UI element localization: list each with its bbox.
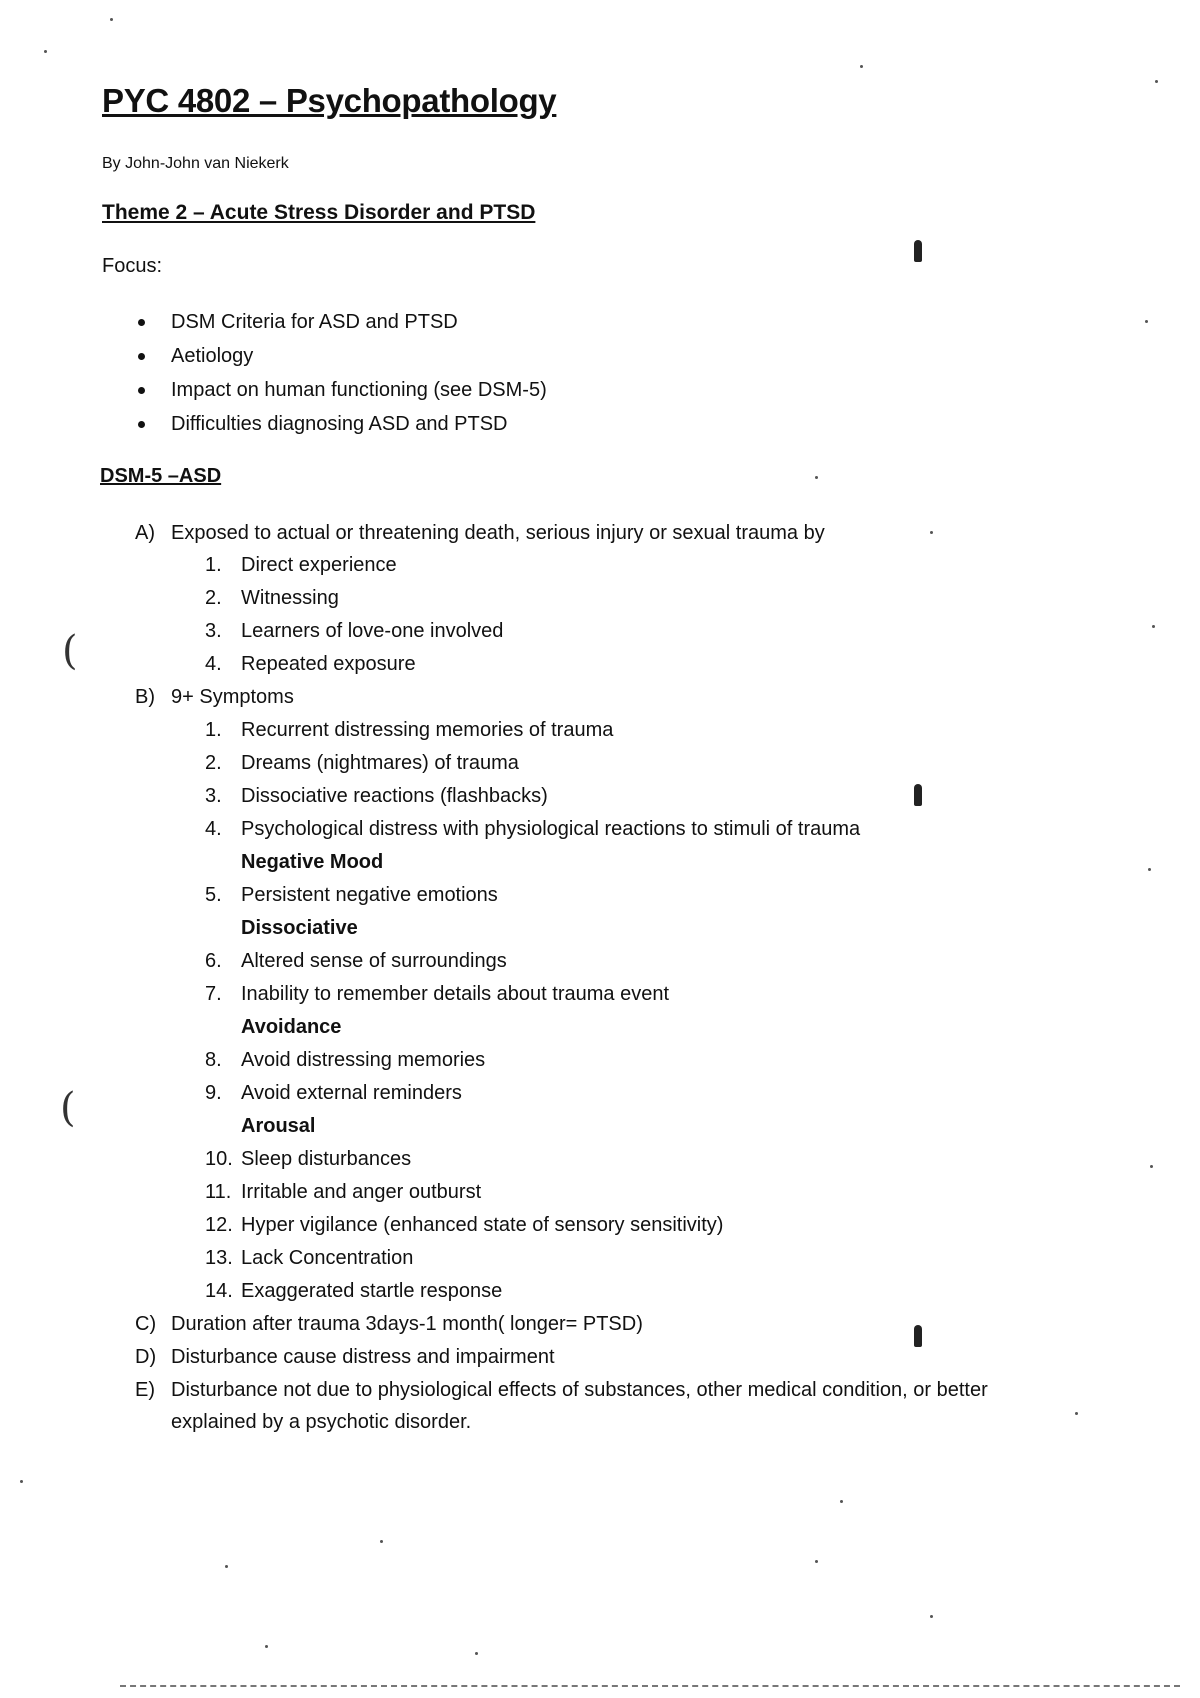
bullet-icon <box>138 319 145 326</box>
bullet-icon <box>138 421 145 428</box>
binder-hole-mark-icon: ( <box>62 628 78 674</box>
author-line: By John-John van Niekerk <box>102 155 289 172</box>
scan-speck-icon <box>44 50 47 53</box>
focus-list <box>130 305 547 441</box>
scan-speck-icon <box>930 531 933 534</box>
scan-speck-icon <box>815 476 818 479</box>
scan-speck-icon <box>930 1615 933 1618</box>
bullet-icon <box>138 387 145 394</box>
scan-speck-icon <box>1075 1412 1078 1415</box>
footer-divider <box>120 1685 1180 1687</box>
scan-speck-icon <box>1148 868 1151 871</box>
subheading-dissociative: Dissociative <box>241 917 358 939</box>
scan-speck-icon <box>265 1645 268 1648</box>
ink-mark-icon <box>914 784 922 806</box>
list-item: Difficulties diagnosing ASD and PTSD <box>130 407 547 441</box>
scan-speck-icon <box>110 18 113 21</box>
document-page: PYC 4802 – Psychopathology By John-John van Niekerk Theme 2 – Acute Stress Disorder and PTSD Focus: DSM Criteria for ASD and PTSD Aetiology Impact on human functioning (see DSM-5) Difficulties diagnosing ASD and PTSD DSM-5 –ASD A) Exposed to actual or threatening death, serious injury or sexual trauma by 1. Direct experience 2. Witnessing 3. Learners of love-one involved 4. Repeated exposure B) 9+ Symptoms 1. Recurrent distressing memories of trauma 2. Dreams (nightmares) of trauma 3. Dissociative reactions (flashbacks) 4. Psychological distress with physiological reactions to stimuli of trauma Negative Mood 5. Persistent negative emotions Dissociative 6. Altered sense of surroundings 7. Inability to remember details about trauma event Avoidance 8. Avoid distressing memories 9. Avoid external reminders Arousal 10. Sleep disturbances 11. Irritable and anger outburst 12. Hyper vigilance (enhanced state of sensory sensitivity) 13. Lack Concentration 14. Exaggerated startle response C) Duration after trauma 3days-1 month( longer= PTSD) D) Disturbance cause distress and impairment E) Disturbance not due to physiological effects of substances, other medical condition, or better explained by a psychotic disorder. ( ( <box>0 0 1200 1698</box>
ink-mark-icon <box>914 240 922 262</box>
section-heading: DSM-5 –ASD <box>100 465 222 487</box>
scan-speck-icon <box>815 1560 818 1563</box>
scan-speck-icon <box>1145 320 1148 323</box>
scan-speck-icon <box>20 1480 23 1483</box>
scan-speck-icon <box>1152 625 1155 628</box>
theme-heading: Theme 2 – Acute Stress Disorder and PTSD <box>102 201 536 224</box>
subheading-arousal: Arousal <box>241 1115 316 1137</box>
list-item: Impact on human functioning (see DSM-5) <box>130 373 547 407</box>
bullet-icon <box>138 353 145 360</box>
criterion-e-continued: explained by a psychotic disorder. <box>171 1411 472 1433</box>
scan-speck-icon <box>840 1500 843 1503</box>
ink-mark-icon <box>914 1325 922 1347</box>
scan-speck-icon <box>380 1540 383 1543</box>
binder-hole-mark-icon: ( <box>60 1085 76 1131</box>
page-title: PYC 4802 – Psychopathology <box>102 82 557 119</box>
scan-speck-icon <box>1150 1165 1153 1168</box>
subheading-avoidance: Avoidance <box>241 1016 342 1038</box>
scan-speck-icon <box>1155 80 1158 83</box>
scan-speck-icon <box>475 1652 478 1655</box>
subheading-negative-mood: Negative Mood <box>241 851 384 873</box>
list-item: DSM Criteria for ASD and PTSD <box>130 305 547 339</box>
focus-label: Focus: <box>102 255 163 277</box>
scan-speck-icon <box>860 65 863 68</box>
scan-speck-icon <box>225 1565 228 1568</box>
list-item: Aetiology <box>130 339 547 373</box>
